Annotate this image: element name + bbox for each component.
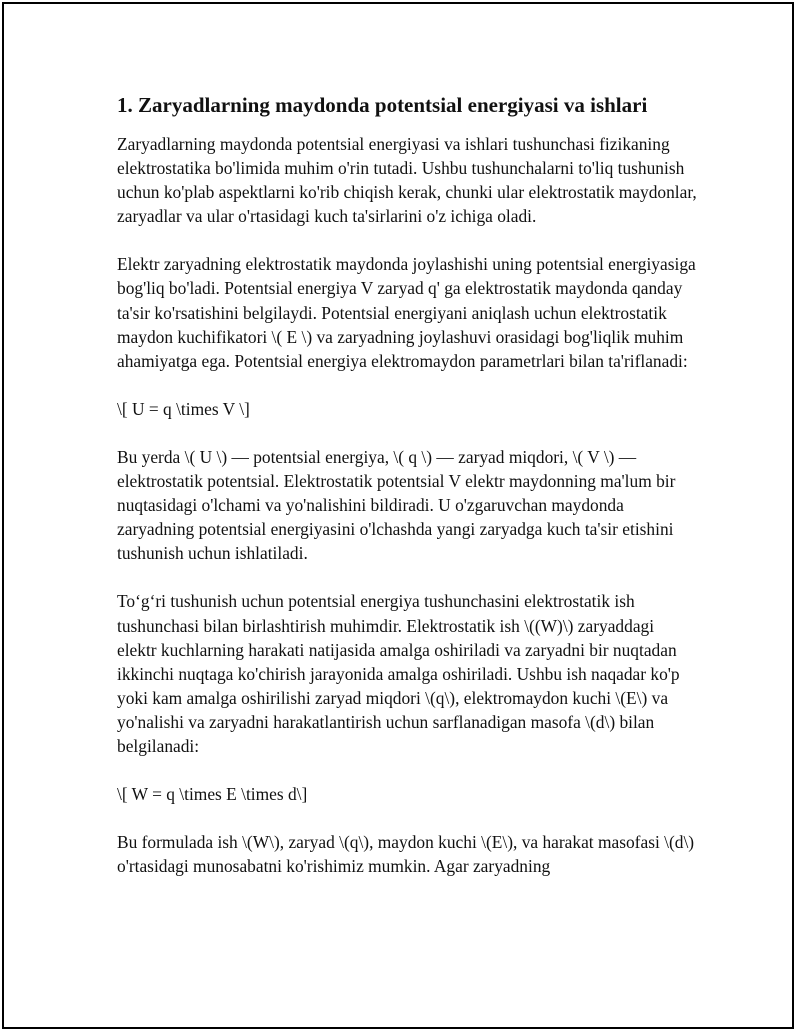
formula-potential-energy: \[ U = q \times V \] <box>117 398 250 419</box>
paragraph-work: To‘g‘ri tushunish uchun potentsial energiya tushunchasini elektrostatik ish tushunchasi bilan birlashtirish muhimdir. Elektrostatik ish \((W)\) zaryaddagi elektr kuchlarning harakati natijasida amalga oshiriladi va zaryadni bir nuqtadan ikkinchi nuqtaga ko'chirish jarayonida amalga oshiriladi. Ushbu ish naqadar ko'p yoki kam amalga oshirilishi zaryad miqdori \(q\), elektromaydon kuchi \(E\) va yo'nalishi va zaryadni harakatlantirish uchun sarflanadigan masofa \(d\) bilan belgilanadi: <box>117 591 680 756</box>
document-body <box>117 90 697 902</box>
formula-work: \[ W = q \times E \times d\] <box>117 784 308 805</box>
paragraph-potential-energy: Elektr zaryadning elektrostatik maydonda joylashishi uning potentsial energiyasiga bog'liq bo'ladi. Potentsial energiya V zaryad q' ga elektrostatik maydonda qanday ta'sir ko'rsatishini belgilaydi. Potentsial energiyani aniqlash uchun elektrostatik maydon kuchifikatori \( E \) va zaryadning joylashuvi orasidagi bog'liqlik muhim ahamiyatga ega. Potentsial energiya elektromaydon parametrlari bilan ta'riflanadi: <box>117 254 696 371</box>
paragraph-formula-explanation: Bu formulada ish \(W\), zaryad \(q\), maydon kuchi \(E\), va harakat masofasi \(d\) o'rtasidagi munosabatni ko'rishimiz mumkin. Agar zaryadning <box>117 832 695 877</box>
paragraph-intro: Zaryadlarning maydonda potentsial energiyasi va ishlari tushunchasi fizikaning elektrostatika bo'limida muhim o'rin tutadi. Ushbu tushunchalarni to'liq tushunish uchun ko'plab aspektlarni ko'rib chiqish kerak, chunki ular elektrostatik maydonlar, zaryadlar va ular o'rtasidagi kuch ta'sirlarini o'z ichiga oladi. <box>117 134 697 227</box>
paragraph-definitions: Bu yerda \( U \) — potentsial energiya, \( q \) — zaryad miqdori, \( V \) — elektrostatik potentsial. Elektrostatik potentsial V elektr maydonning ma'lum bir nuqtasidagi o'lchami va yo'nalishini bildiradi. U o'zgaruvchan maydonda zaryadning potentsial energiyasini o'lchashda yangi zaryadga kuch ta'sir etishini tushunish uchun ishlatiladi. <box>117 446 676 564</box>
section-heading: 1. Zaryadlarning maydonda potentsial energiyasi va ishlari <box>117 93 648 117</box>
